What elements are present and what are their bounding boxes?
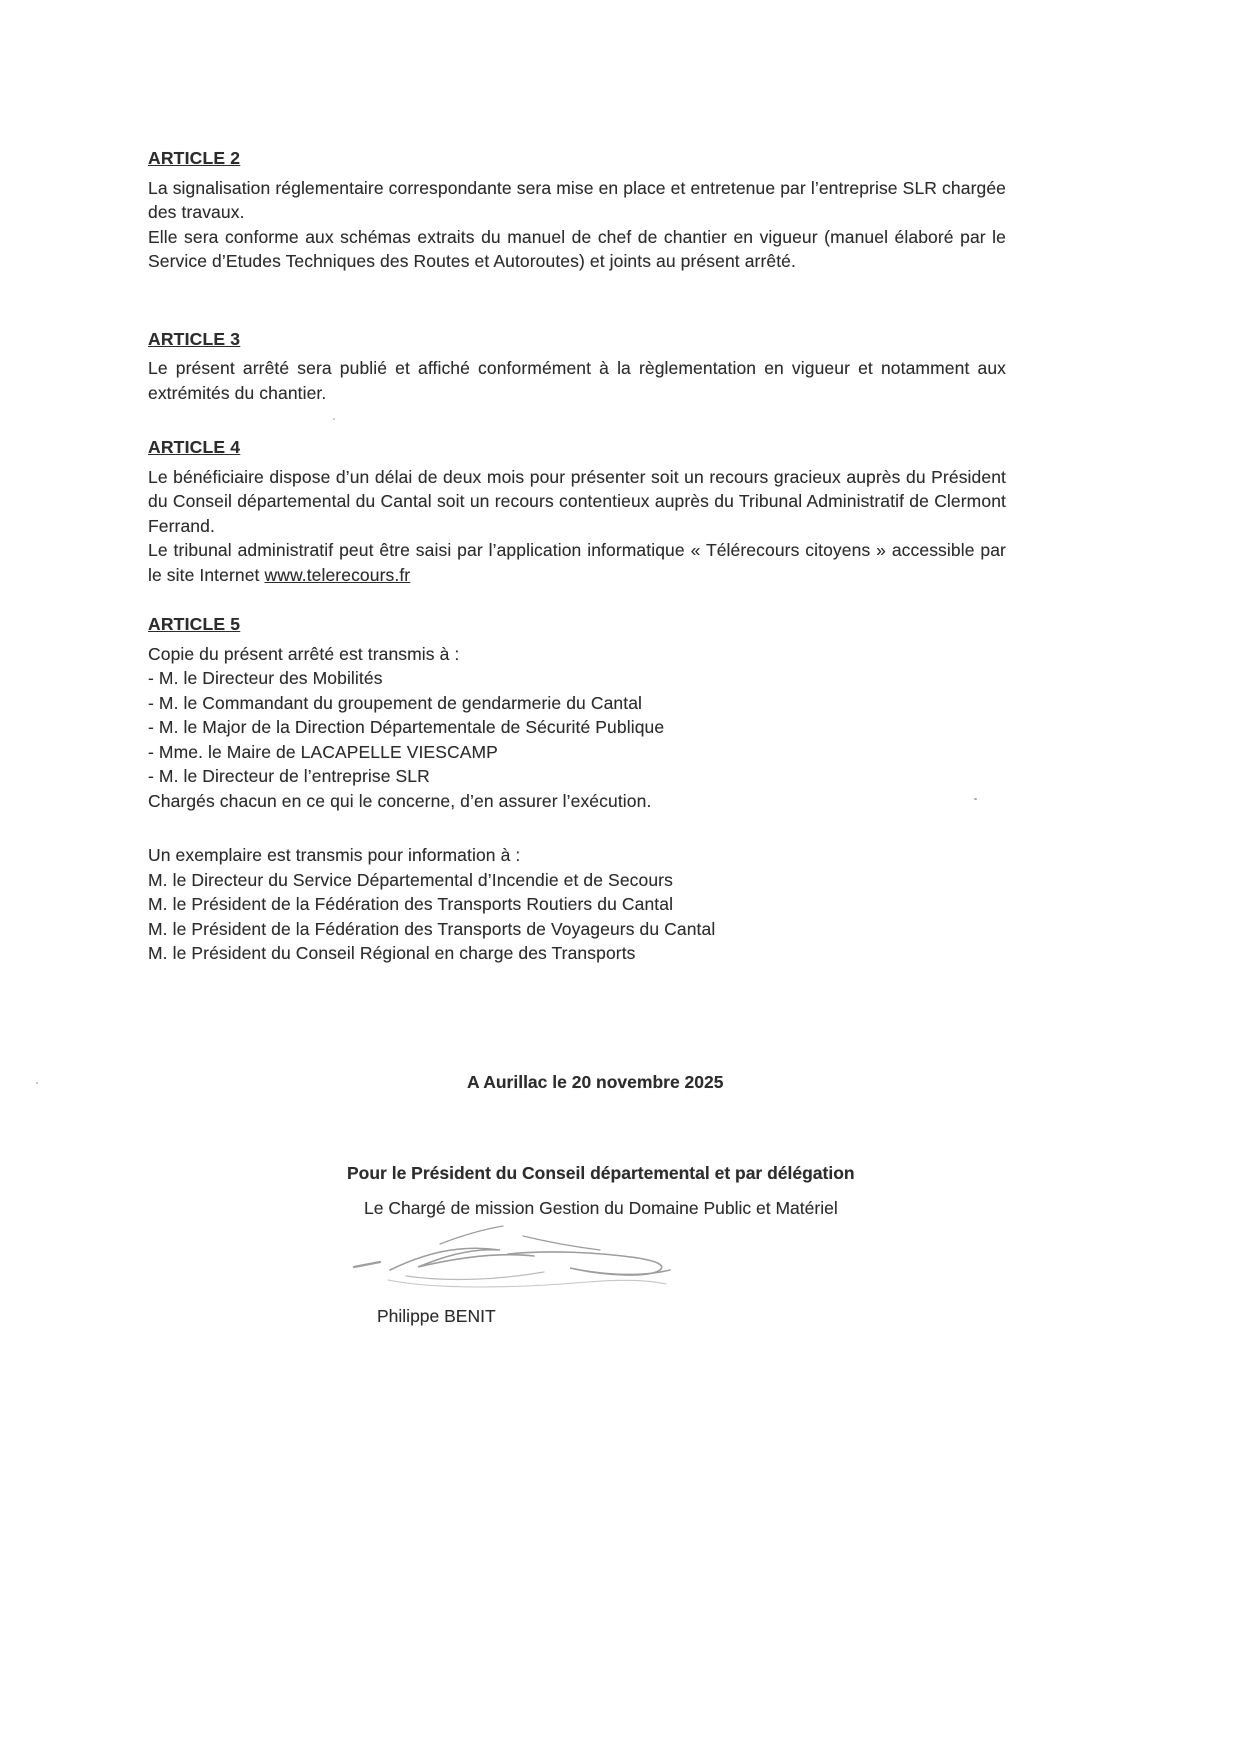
recipient-item: - Mme. le Maire de LACAPELLE VIESCAMP [148, 741, 498, 762]
telerecours-url: www.telerecours.fr [264, 564, 411, 585]
article-4-paragraph-2 [148, 538, 1006, 587]
info-recipient-item: M. le Président de la Fédération des Transports Routiers du Cantal [148, 894, 674, 914]
document-body [148, 0, 1006, 966]
article-4-paragraph-1: Le bénéficiaire dispose d’un délai de deux mois pour présenter soit un recours gracieux auprès du Président du Conseil départemental du Cantal soit un recours contentieux auprès du Tribunal Administratif de Clermont Ferrand. [148, 466, 1006, 536]
signatory-name: Philippe BENIT [377, 1306, 496, 1326]
recipient-item: - M. le Major de la Direction Départementale de Sécurité Publique [148, 717, 665, 737]
recipient-item: - M. le Commandant du groupement de gendarmerie du Cantal [148, 692, 643, 713]
handwritten-signature [348, 1220, 678, 1298]
scan-speck [974, 798, 977, 800]
delegation-title-line: Pour le Président du Conseil départemental et par délégation [347, 1163, 855, 1183]
info-recipient-item: M. le Directeur du Service Départemental d’Incendie et de Secours [148, 869, 673, 890]
article-3-paragraph-1: Le présent arrêté sera publié et affiché conformément à la règlementation en vigueur et notamment aux extrémités du chantier. [148, 358, 1006, 403]
recipient-item: - M. le Directeur des Mobilités [148, 668, 383, 688]
place-and-date: A Aurillac le 20 novembre 2025 [467, 1072, 724, 1092]
info-copy-intro: Un exemplaire est transmis pour information à : [148, 845, 521, 865]
article-2-paragraph-1: La signalisation réglementaire correspondante sera mise en place et entretenue par l’entreprise SLR chargée des travaux. [148, 177, 1006, 222]
recipient-item: - M. le Directeur de l’entreprise SLR [148, 766, 430, 786]
info-recipient-item: M. le Président de la Fédération des Transports de Voyageurs du Cantal [148, 918, 716, 939]
article-4-paragraph-2-text: Le tribunal administratif peut être saisi par l’application informatique « Télérecours citoyens » accessible par le site Internet [148, 540, 1006, 585]
article-5-heading: ARTICLE 5 [148, 614, 241, 634]
article-4-heading: ARTICLE 4 [148, 437, 241, 457]
article-2-heading: ARTICLE 2 [148, 148, 241, 168]
article-3-heading: ARTICLE 3 [148, 328, 241, 349]
scan-speck [333, 418, 335, 420]
article-5-closing: Chargés chacun en ce qui le concerne, d’en assurer l’exécution. [148, 790, 652, 811]
article-2-paragraph-2: Elle sera conforme aux schémas extraits du manuel de chef de chantier en vigueur (manuel élaboré par le Service d’Etudes Techniques des Routes et Autoroutes) et joints au présent arrêté. [148, 226, 1006, 271]
info-recipient-item: M. le Président du Conseil Régional en charge des Transports [148, 943, 636, 963]
scan-speck [36, 1082, 38, 1084]
article-5-intro: Copie du présent arrêté est transmis à : [148, 643, 460, 664]
delegation-role-line: Le Chargé de mission Gestion du Domaine Public et Matériel [364, 1198, 838, 1218]
